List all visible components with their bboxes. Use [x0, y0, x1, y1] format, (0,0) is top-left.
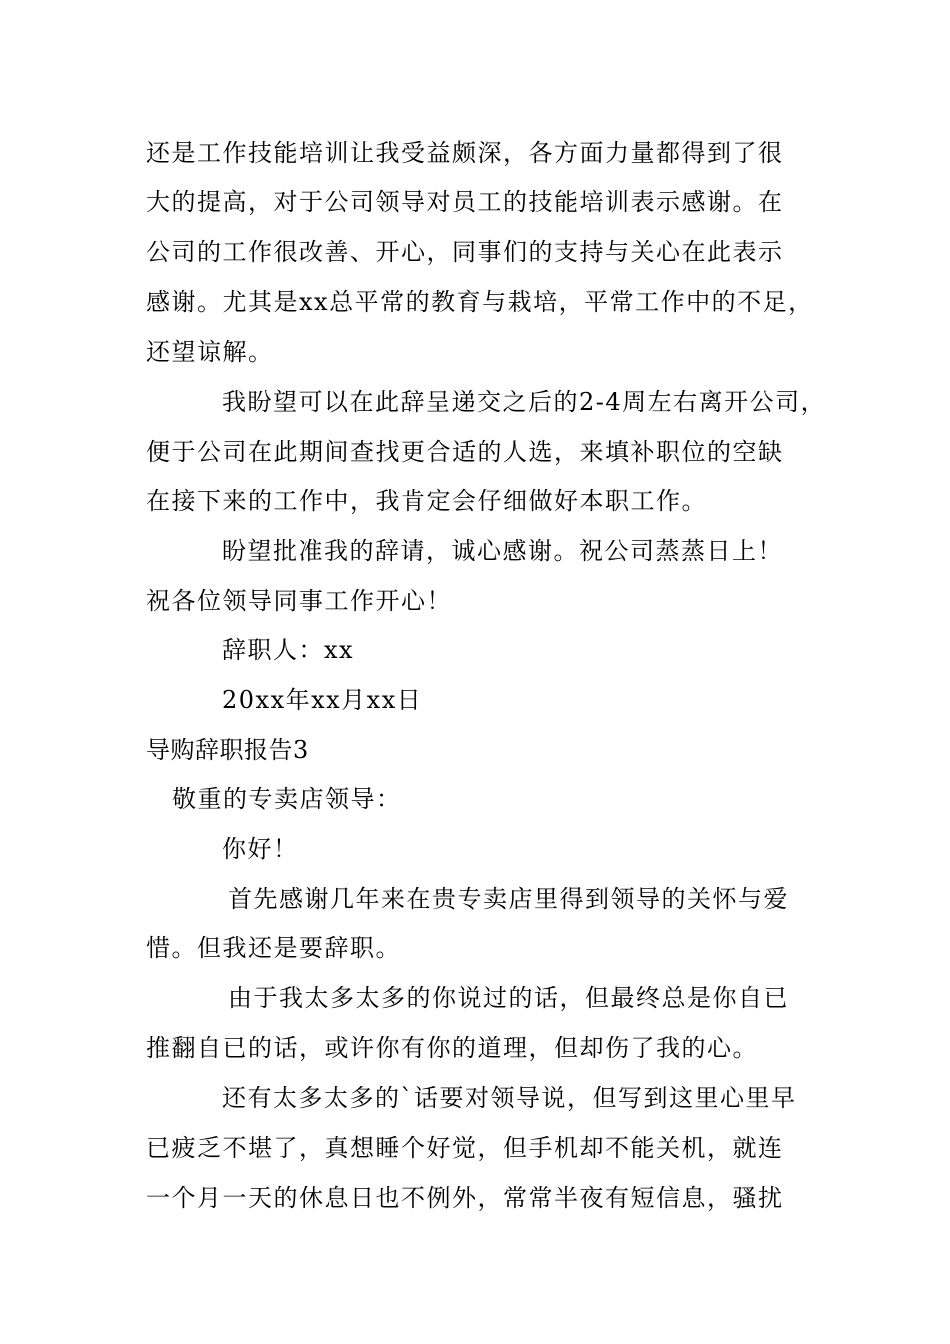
- salutation: 敬重的专卖店领导：: [172, 785, 402, 813]
- text-line: 还是工作技能培训让我受益颇深，各方面力量都得到了很: [146, 139, 784, 167]
- text-line: 公司的工作很改善、开心，同事们的支持与关心在此表示: [146, 238, 784, 266]
- date-line: 20xx年xx月xx日: [222, 686, 423, 714]
- text-line: 推翻自已的话，或许你有你的道理，但却伤了我的心。: [146, 1034, 758, 1062]
- text-line: 感谢。尤其是xx总平常的教育与栽培，平常工作中的不足，: [146, 288, 814, 316]
- text-line: 祝各位领导同事工作开心！: [146, 587, 452, 615]
- greeting: 你好！: [222, 835, 299, 863]
- text-line: 首先感谢几年来在贵专卖店里得到领导的关怀与爱: [228, 885, 789, 913]
- text-line: 盼望批准我的辞请，诚心感谢。祝公司蒸蒸日上！: [222, 537, 783, 565]
- text-line: 在接下来的工作中，我肯定会仔细做好本职工作。: [146, 487, 707, 515]
- text-line: 还望谅解。: [146, 338, 274, 366]
- text-line: 惜。但我还是要辞职。: [146, 934, 401, 962]
- text-line: 由于我太多太多的你说过的话，但最终总是你自已: [228, 984, 789, 1012]
- text-line: 还有太多太多的`话要对领导说，但写到这里心里早: [222, 1084, 797, 1112]
- text-line: 我盼望可以在此辞呈递交之后的2-4周左右离开公司，: [222, 388, 827, 416]
- signature-line: 辞职人：xx: [222, 636, 355, 664]
- section-heading: 导购辞职报告3: [146, 736, 309, 764]
- text-line: 便于公司在此期间查找更合适的人选，来填补职位的空缺: [146, 438, 784, 466]
- text-line: 已疲乏不堪了，真想睡个好觉，但手机却不能关机，就连: [146, 1134, 784, 1162]
- text-line: 大的提高，对于公司领导对员工的技能培训表示感谢。在: [146, 188, 784, 216]
- text-line: 一个月一天的休息日也不例外，常常半夜有短信息，骚扰: [146, 1184, 784, 1212]
